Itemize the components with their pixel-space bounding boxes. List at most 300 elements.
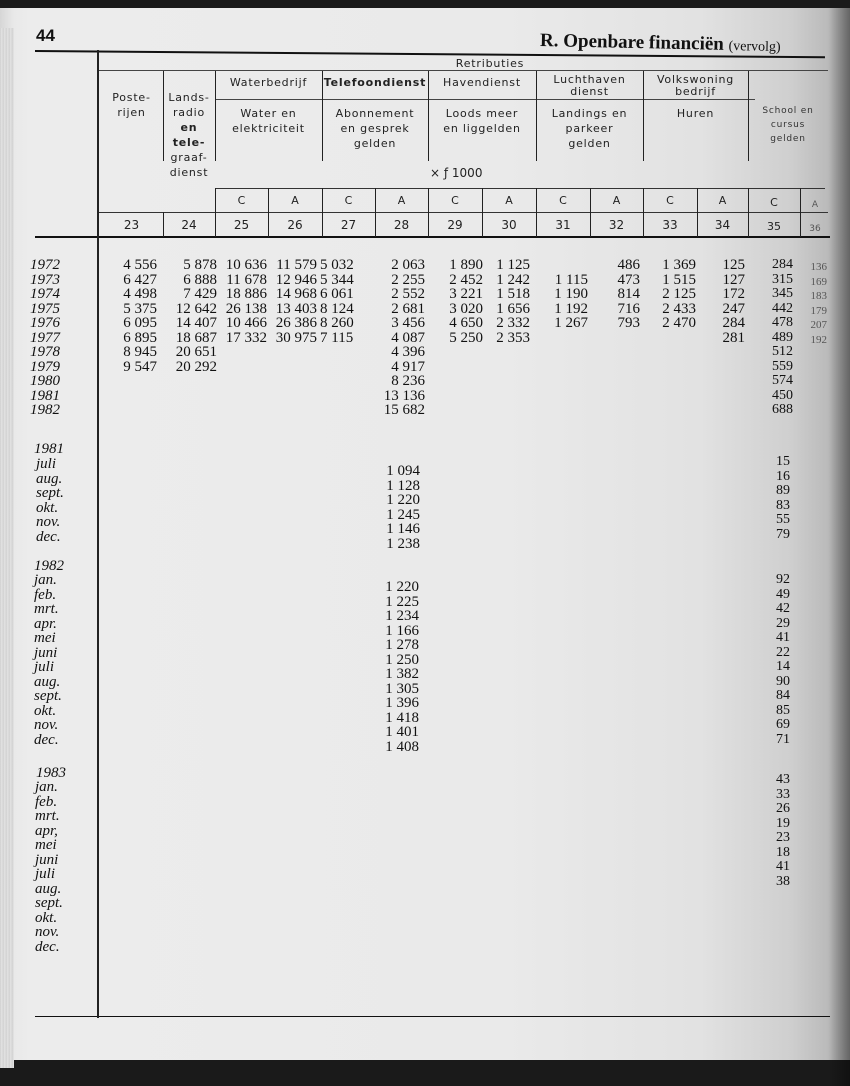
col-27: [320, 258, 358, 418]
table-cell: 15 682: [383, 402, 425, 418]
table-cell: [710, 389, 745, 404]
col-number: 28: [393, 218, 410, 232]
table-cell: [540, 331, 588, 346]
table-cell: [540, 345, 588, 360]
table-cell: [480, 345, 530, 360]
stub-month: okt.: [36, 499, 59, 516]
table-cell: 26 386: [275, 315, 317, 331]
table-cell: 6 895: [123, 329, 157, 346]
table-cell: 10 636: [225, 257, 267, 273]
running-head-suffix: (vervolg): [728, 38, 781, 56]
table-cell: 12 946: [275, 271, 317, 288]
table-cell: [805, 376, 827, 391]
table-cell: 4 087: [391, 329, 425, 346]
header-line: radio: [172, 106, 206, 119]
col-number: 33: [662, 218, 678, 232]
stub-month: dec.: [34, 731, 59, 748]
table-cell: 1 192: [554, 300, 588, 317]
table-cell: [217, 389, 267, 404]
table-cell: 247: [722, 300, 745, 317]
table-cell: 5 344: [320, 271, 354, 288]
table-cell: [760, 918, 790, 933]
header-line: graaf-: [170, 151, 208, 164]
table-cell: [217, 360, 267, 375]
table-cell: [430, 389, 483, 404]
table-cell: [760, 889, 790, 904]
table-cell: 1 890: [449, 257, 483, 273]
header-line: Volkswoning: [656, 73, 735, 86]
table-cell: [650, 331, 696, 346]
table-cell: 125: [722, 257, 745, 273]
table-cell: 2 552: [391, 286, 425, 302]
table-cell: 19: [776, 815, 790, 831]
table-cell: 1 515: [662, 271, 696, 288]
col-31: [540, 258, 588, 418]
stub-month: juli: [34, 659, 55, 675]
table-cell: [540, 374, 588, 389]
table-cell: 2 470: [662, 315, 696, 331]
ca-label: A: [612, 194, 621, 207]
ca-label: A: [397, 194, 406, 207]
table-cell: 1 418: [385, 709, 419, 726]
ca-label: C: [559, 194, 567, 207]
table-cell: 11 579: [276, 257, 317, 273]
header-line: dienst: [570, 85, 609, 98]
stub-year: 1978: [30, 344, 60, 360]
table-cell: [600, 360, 640, 375]
stub-month: dec.: [36, 528, 61, 545]
col-number: 31: [555, 218, 571, 232]
table-cell: 345: [772, 286, 793, 301]
header-line: gelden: [770, 134, 806, 144]
table-cell: 6 427: [123, 271, 157, 288]
ca-label: C: [770, 196, 778, 209]
table-cell: 84: [776, 688, 790, 703]
stub-month: mrt.: [35, 808, 60, 824]
table-cell: [650, 360, 696, 375]
table-cell: 4 498: [123, 286, 157, 302]
table-cell: [160, 389, 217, 404]
table-cell: [805, 391, 827, 406]
table-cell: [480, 389, 530, 404]
header-line: en tele-: [172, 121, 206, 149]
ca-label: A: [811, 200, 819, 210]
table-cell: 716: [617, 300, 640, 317]
running-head: [540, 30, 781, 57]
col-header-landsradio: [163, 90, 215, 180]
group-header-waterbedrijf: Waterbedrijf: [229, 76, 308, 89]
table-cell: [600, 374, 640, 389]
table-cell: 1 278: [385, 637, 419, 653]
table-cell: 20 292: [175, 358, 217, 375]
table-cell: 450: [772, 387, 793, 403]
col-35: [760, 258, 793, 418]
table-cell: 793: [617, 315, 640, 331]
group-header-havendienst: Havendienst: [443, 76, 521, 89]
stub-month: nov.: [36, 514, 61, 530]
table-cell: 26: [776, 801, 790, 816]
table-cell: [160, 374, 217, 389]
table-cell: 6 061: [320, 286, 354, 302]
table-cell: 85: [776, 702, 790, 718]
col-divider: [748, 71, 749, 161]
table-cell: [320, 403, 358, 418]
table-cell: 79: [776, 526, 790, 542]
stub-month: sept.: [34, 688, 62, 704]
table-cell: [600, 331, 640, 346]
table-cell: 1 225: [385, 593, 419, 610]
stub-month: aug.: [36, 470, 63, 487]
sub-header-water: [215, 106, 322, 136]
running-head-title: R. Openbare financiën: [539, 30, 725, 55]
col-35-1983: [760, 773, 790, 947]
table-cell: [600, 345, 640, 360]
header-line: gelden: [568, 137, 611, 150]
table-cell: 1 401: [385, 724, 419, 740]
group-header-volkswoning: [643, 74, 748, 98]
table-cell: 1 250: [385, 651, 419, 668]
table-cell: 12 642: [175, 300, 217, 317]
col-35-1982: [760, 573, 790, 747]
stub-year: 1976: [30, 315, 60, 331]
table-cell: 5 375: [123, 300, 157, 317]
table-cell: 489: [772, 329, 793, 345]
table-cell: [320, 389, 358, 404]
table-cell: [100, 374, 157, 389]
table-cell: 172: [722, 286, 745, 302]
table-cell: 2 353: [496, 329, 530, 346]
header-line: Landings en: [551, 107, 628, 120]
table-cell: 30 975: [275, 329, 317, 346]
table-cell: 169: [810, 275, 827, 288]
year-label: 1982: [34, 558, 64, 574]
col-number: 24: [181, 218, 197, 232]
table-cell: [540, 389, 588, 404]
table-cell: [267, 374, 317, 389]
stub-year: 1977: [30, 329, 60, 346]
table-cell: [320, 374, 358, 389]
col-25: [217, 258, 267, 418]
table-cell: 1 408: [385, 738, 419, 755]
table-cell: 6 888: [183, 271, 217, 288]
header-line: Poste-: [112, 91, 151, 104]
stub-month: jan.: [34, 572, 57, 588]
header-line: bedrijf: [675, 85, 716, 98]
table-cell: 136: [810, 261, 827, 273]
table-cell: 41: [776, 630, 790, 645]
header-line: Loods meer: [445, 107, 519, 120]
stub-month: sept.: [36, 485, 64, 501]
table-cell: 2 452: [449, 271, 483, 288]
header-line: en liggelden: [443, 122, 521, 135]
table-cell: 1 382: [385, 666, 419, 682]
table-cell: 41: [776, 859, 790, 874]
header-line: dienst: [169, 166, 209, 179]
table-cell: 5 032: [320, 257, 354, 273]
table-cell: 512: [772, 344, 793, 359]
stub-1983-months: [35, 780, 63, 954]
header-line: Water en: [240, 107, 297, 120]
table-cell: [320, 345, 358, 360]
stub-month: juli: [36, 456, 57, 472]
table-cell: [650, 403, 696, 418]
table-cell: 18: [776, 844, 790, 860]
stub-month: juli: [35, 866, 56, 882]
stub-divider: [97, 50, 99, 1018]
table-cell: [267, 360, 317, 375]
stub-year: 1972: [30, 257, 60, 273]
table-cell: 1 242: [496, 271, 530, 288]
stub-year: 1979: [30, 358, 60, 375]
table-cell: 13 136: [383, 387, 425, 404]
table-cell: [430, 403, 483, 418]
table-cell: [805, 362, 827, 377]
table-cell: 9 547: [123, 358, 157, 375]
table-cell: 315: [772, 271, 793, 287]
table-cell: 4 650: [449, 315, 483, 331]
table-cell: 6 095: [123, 315, 157, 331]
table-cell: 8 260: [320, 315, 354, 331]
stub-month: mei: [35, 837, 57, 853]
col-26: [267, 258, 317, 418]
table-cell: 5 878: [183, 257, 217, 273]
header-line: cursus: [770, 120, 806, 130]
table-cell: 478: [772, 315, 793, 330]
table-cell: [760, 933, 790, 948]
stub-years: [30, 258, 60, 418]
table-cell: [480, 374, 530, 389]
col-header-school: [752, 104, 824, 146]
table-cell: 574: [772, 373, 793, 388]
document-page: [0, 8, 850, 1060]
sub-header-luchthaven: [536, 106, 643, 151]
table-cell: 7 115: [320, 329, 354, 346]
col-28-1982: [370, 580, 419, 754]
table-cell: 42: [776, 601, 790, 616]
header-line: en gesprek: [340, 122, 410, 135]
bottom-rule: [35, 1016, 830, 1017]
table-cell: 5 250: [449, 329, 483, 346]
col-number: 36: [809, 224, 821, 234]
page-edges: [0, 28, 14, 1068]
col-number: 34: [714, 218, 731, 232]
table-cell: [600, 389, 640, 404]
subgroup-rule: [215, 99, 755, 100]
table-cell: 2 433: [662, 300, 696, 317]
header-line: rijen: [117, 106, 146, 119]
table-cell: 16: [776, 468, 790, 484]
col-29: [430, 258, 483, 418]
table-cell: [480, 403, 530, 418]
col-30: [480, 258, 530, 418]
table-cell: 284: [722, 315, 745, 331]
table-cell: 7 429: [183, 286, 217, 302]
table-cell: [650, 345, 696, 360]
table-cell: 1 234: [385, 608, 419, 624]
header-line: parkeer: [565, 122, 614, 135]
table-cell: [760, 904, 790, 919]
ca-top-rule: [215, 188, 825, 189]
table-cell: 90: [776, 673, 790, 689]
stub-year: 1980: [30, 373, 60, 389]
table-cell: 281: [722, 329, 745, 346]
table-cell: 559: [772, 358, 793, 374]
table-cell: 1 245: [386, 506, 420, 523]
year-label: 1981: [34, 441, 64, 457]
ca-label: A: [718, 194, 727, 207]
table-cell: 14: [776, 659, 790, 674]
stub-month: okt.: [34, 702, 57, 719]
table-cell: 8 236: [391, 373, 425, 389]
table-cell: 1 267: [554, 315, 588, 331]
table-cell: 89: [776, 483, 790, 498]
col-number: 23: [123, 218, 140, 232]
table-cell: 71: [776, 731, 790, 747]
table-cell: 1 115: [554, 271, 588, 288]
header-line: School en: [762, 106, 814, 116]
table-cell: 14 407: [175, 315, 217, 331]
table-cell: 688: [772, 402, 793, 417]
table-cell: [805, 405, 827, 420]
table-cell: 2 255: [391, 271, 425, 288]
stub-month: apr.: [34, 615, 57, 632]
table-cell: [430, 345, 483, 360]
header-line: Huren: [676, 107, 715, 120]
ca-label: C: [451, 194, 459, 207]
table-cell: 3 456: [391, 315, 425, 331]
table-cell: 20 651: [175, 344, 217, 360]
ca-label: A: [505, 194, 513, 207]
col-number: 25: [233, 218, 250, 232]
table-cell: [710, 360, 745, 375]
table-cell: [217, 374, 267, 389]
table-cell: 486: [617, 257, 640, 273]
stub-year: 1973: [30, 271, 60, 288]
table-cell: 179: [810, 304, 827, 317]
stub-month: sept.: [35, 895, 63, 911]
page-number: 44: [36, 26, 55, 45]
header-line: Lands-: [168, 91, 210, 104]
table-cell: 22: [776, 644, 790, 660]
stub-month: aug.: [34, 673, 61, 690]
stub-month: mei: [34, 630, 56, 646]
group-header-luchthaven: [536, 74, 643, 98]
table-cell: 10 466: [225, 315, 267, 331]
group-header-retributies: Retributies: [455, 57, 525, 70]
col-number: 27: [340, 218, 357, 232]
col-number: 32: [608, 218, 625, 232]
table-cell: 83: [776, 497, 790, 513]
table-cell: 4 396: [391, 344, 425, 360]
table-cell: [267, 389, 317, 404]
ca-label: C: [237, 194, 246, 207]
col-header-posterijen: [100, 90, 163, 120]
table-cell: 26 138: [225, 300, 267, 317]
sub-header-haven: [428, 106, 536, 136]
stub-month: feb.: [34, 586, 57, 603]
table-cell: [540, 258, 588, 273]
col-34: [710, 258, 745, 418]
table-cell: 1 094: [386, 463, 420, 479]
col-32: [600, 258, 640, 418]
num-top-rule: [98, 212, 828, 213]
table-cell: [320, 360, 358, 375]
table-cell: 11 678: [226, 271, 267, 288]
stub-month: dec.: [35, 938, 60, 955]
ca-label: A: [291, 194, 299, 207]
table-cell: 14 968: [275, 286, 317, 302]
sub-header-telefoon: [322, 106, 428, 151]
table-cell: [100, 403, 157, 418]
table-cell: [540, 403, 588, 418]
table-cell: 1 656: [496, 300, 530, 317]
unit-label: × ƒ 1000: [430, 166, 483, 180]
table-cell: 207: [810, 319, 827, 331]
table-cell: [710, 374, 745, 389]
col-number: 26: [287, 218, 303, 232]
header-line: Abonnement: [335, 107, 415, 120]
group-header-telefoondienst: Telefoondienst: [323, 76, 427, 89]
table-cell: [430, 374, 483, 389]
table-cell: 2 681: [391, 300, 425, 317]
table-cell: [100, 389, 157, 404]
table-cell: 29: [776, 615, 790, 631]
table-cell: 1 128: [386, 477, 420, 494]
table-cell: [430, 360, 483, 375]
table-cell: 2 332: [496, 315, 530, 331]
table-cell: 1 146: [386, 521, 420, 537]
table-cell: [600, 403, 640, 418]
stub-year: 1974: [30, 286, 60, 302]
col-number: 30: [501, 218, 517, 232]
table-cell: 442: [772, 300, 793, 316]
stub-1982-months: [34, 573, 62, 747]
table-cell: 1 190: [554, 286, 588, 302]
table-cell: [217, 403, 267, 418]
header-line: Luchthaven: [553, 73, 626, 86]
col-35-1981: [760, 455, 790, 542]
table-cell: [267, 345, 317, 360]
table-cell: 1 220: [385, 579, 419, 595]
col-28-1981: [370, 464, 420, 551]
table-cell: 33: [776, 786, 790, 802]
header-line: elektriciteit: [232, 122, 305, 135]
col-number: 29: [447, 218, 463, 232]
table-cell: 284: [772, 257, 793, 272]
page-gutter-shadow: [828, 8, 850, 1086]
table-cell: [160, 403, 217, 418]
stub-month: juni: [34, 644, 58, 661]
table-cell: [217, 345, 267, 360]
year-label: 1983: [36, 765, 66, 781]
table-cell: 4 917: [391, 358, 425, 375]
table-cell: 1 220: [386, 492, 420, 508]
ca-label: C: [666, 194, 674, 207]
table-cell: 18 687: [175, 329, 217, 346]
table-cell: 17 332: [225, 329, 267, 346]
stub-month: nov.: [35, 924, 60, 940]
table-cell: [710, 403, 745, 418]
table-cell: 127: [722, 271, 745, 288]
stub-year: 1975: [30, 300, 60, 317]
table-cell: 18 886: [225, 286, 267, 302]
table-cell: 1 518: [496, 286, 530, 302]
stub-month: okt.: [35, 909, 58, 926]
table-cell: 1 369: [662, 257, 696, 273]
stub-month: juni: [35, 851, 59, 868]
table-cell: 3 020: [449, 300, 483, 317]
table-cell: [710, 345, 745, 360]
